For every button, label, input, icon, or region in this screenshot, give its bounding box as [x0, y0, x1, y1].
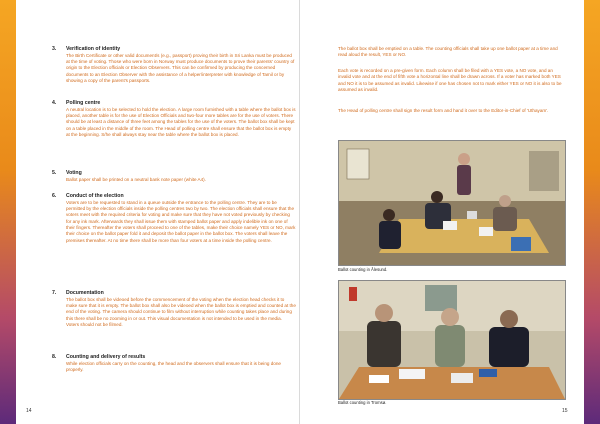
section-title: Verification of identity: [66, 46, 121, 52]
section-counting: [52, 354, 296, 373]
photo-tromso-caption: Ballot counting in Tromsø.: [338, 400, 387, 405]
left-page: [16, 0, 300, 424]
section-body: The ballot box shall be videoed before the commencement of the voting when the election head checks it to make sure that it is empty. The ballot box shall also be videoed when the ballot box is emptied and counted at the end of the voting. The camera should continue to film without interruption while counting takes place and during this there shall be no zooming in or out. This visual documentation is not intended to be used in the media. Voters should not be filmed.: [66, 296, 296, 327]
section-number: 7.: [52, 290, 57, 296]
section-title: Voting: [66, 170, 82, 176]
section-title: Conduct of the election: [66, 193, 124, 199]
section-conduct: [52, 193, 296, 244]
section-number: 6.: [52, 193, 57, 199]
photo-alesund: [338, 140, 566, 266]
right-edge-stripe: [584, 0, 600, 424]
section-title: Polling centre: [66, 100, 101, 106]
photo-alesund-image: [339, 141, 565, 265]
paragraph-result-form: The Head of polling centre shall sign the result form and hand it over to the Editor-in-Chief of 'Uthayam'.: [338, 108, 549, 113]
section-documentation: [52, 290, 296, 328]
section-number: 3.: [52, 46, 57, 52]
photo-tromso-image: [339, 281, 565, 399]
page-number-right: 15: [562, 408, 568, 414]
section-number: 5.: [52, 170, 57, 176]
section-number: 4.: [52, 100, 57, 106]
section-body: Voters are to be requested to stand in a queue outside the entrance to the polling centre. They are to be permitted by the election officials inside the polling centres two by two. The election officials shall ensure that the voters meet with the required criteria for voting and make sure that they have not voted previously by checking for any ink mark. Afterwards they shall issue them with stamped ballot paper and apply indelible ink on one of their fingers. Thereafter the voters shall proceed to one of the tables, make their choice namely YES or NO, mark their choice on the ballot paper fold it and deposit the ballot paper in the ballot box. The voters shall leave the premises thereafter. At no time there shall be more than four voters at a time inside the polling centre.: [66, 199, 296, 243]
section-voting: [52, 170, 296, 183]
paragraph-recording: Each vote is recorded on a pre-given form. Each column shall be filed with a YES vote, a NO vote, and an invalid vote and at the end of fifth vote a horizontal line shall be drawn across. If a voter has marked both YES and NO it is to be assumed as invalid. Likewise if one has chosen not to mark either YES or NO it is also to be assumed as invalid.: [338, 68, 562, 92]
photo-alesund-caption: Ballot counting in Ålesund.: [338, 267, 388, 272]
section-number: 8.: [52, 354, 57, 360]
section-title: Documentation: [66, 290, 104, 296]
section-body: A neutral location is to be selected to hold the election. A large room furnished with a table where the ballot box is placed, another table is for the use of Election Officials and two-four more tables are for the use of voters. There should be at least a distance of three feet among the tables for the use of the voters. The ballot box shall be kept on a table placed in the middle of the room. The Head of polling centre shall ensure that the ballot box is empty at the beginning. S/he shall always stay near the table where the ballot box is placed.: [66, 106, 296, 137]
section-body: While election officials carry on the counting, the head and the observers shall ensure that it is being done properly.: [66, 360, 281, 373]
section-verification: [52, 46, 296, 84]
section-body: The Birth Certificate or other valid document/s (e.g., passport) proving their birth in Sri Lanka must be produced at the time of voting. Those who were born in Norway must produce documents to prove their parents' country of origin to the Election officials or Election Observers. This can be confirmed by producing the concerned documents to an Election Observer with the assistance of a helper/interpreter with knowledge of Tamil or by showing a copy of the parent's passports.: [66, 52, 295, 83]
right-page: [300, 0, 584, 424]
section-polling-centre: [52, 100, 296, 138]
section-title: Counting and delivery of results: [66, 354, 146, 360]
photo-tromso: [338, 280, 566, 400]
left-edge-stripe: [0, 0, 16, 424]
page-number-left: 14: [26, 408, 32, 414]
paragraph-empty-box: The ballot box shall be emptied on a table. The counting officials shall take up one ballot paper at a time and read aloud the result, YES or NO.: [338, 46, 558, 58]
section-body: Ballot paper shall be printed on a neutral bank note paper (white A4).: [66, 176, 206, 182]
